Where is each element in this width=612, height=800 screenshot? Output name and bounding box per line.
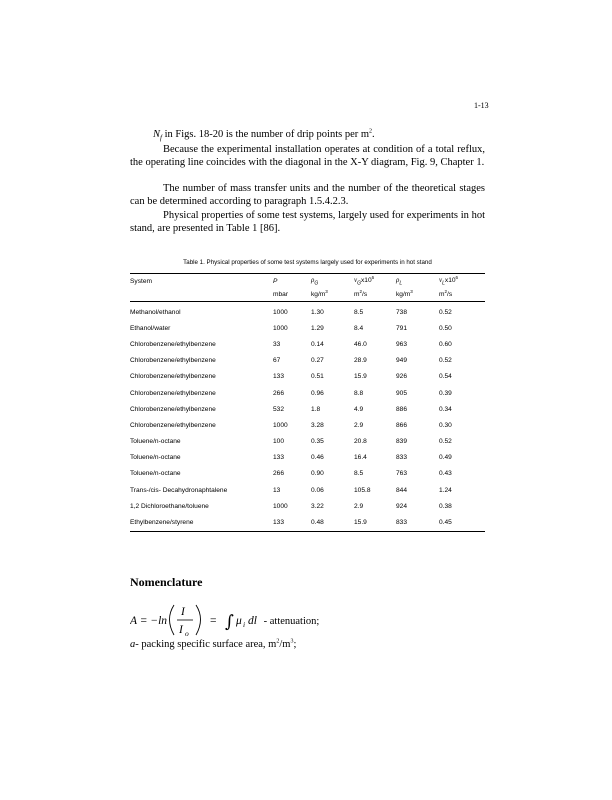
cell-gas-viscosity: 4.9 — [354, 405, 364, 413]
cell-pressure: 266 — [273, 389, 285, 397]
fraction-denominator: I — [179, 624, 183, 636]
cell-liquid-viscosity: 0.50 — [439, 324, 452, 332]
symbol-n-subscript: f — [160, 134, 162, 143]
symbol-n: N — [153, 129, 161, 140]
cell-pressure: 67 — [273, 357, 281, 365]
cell-gas-density: 1.29 — [311, 324, 324, 332]
cell-gas-density: 0.48 — [311, 514, 354, 531]
table-row — [130, 385, 485, 401]
cell-system: 1,2 Dichloroethane/toluene — [130, 502, 209, 510]
unit-exponent-1: 2 — [276, 638, 280, 645]
cell-pressure: 266 — [273, 470, 285, 478]
cell-system: Toluene/n-octane — [130, 454, 181, 462]
cell-gas-viscosity: 105.8 — [354, 486, 371, 494]
header-system: System — [130, 277, 152, 285]
fraction-denominator-subscript: o — [185, 629, 189, 638]
table-row — [130, 498, 485, 514]
cell-gas-density: 1.30 — [311, 308, 324, 316]
definition-text: - packing specific surface area, m — [135, 639, 277, 650]
cell-system: Ethanol/water — [130, 324, 171, 332]
cell-gas-viscosity: 15.9 — [354, 514, 396, 531]
header-liquid-density: $\rho_L$ — [396, 275, 403, 287]
cell-gas-density: 1.8 — [311, 405, 321, 413]
header-gas-density: $\rho_G$ — [311, 275, 319, 287]
table-units-row — [130, 288, 485, 302]
cell-system: Chlorobenzene/ethylbenzene — [130, 340, 216, 348]
table-row — [130, 401, 485, 417]
definition-end: ; — [293, 639, 297, 650]
table-row — [130, 353, 485, 369]
cell-liquid-density: 924 — [396, 502, 408, 510]
table-row — [130, 466, 485, 482]
fraction-numerator: I — [181, 606, 185, 618]
nomenclature-heading: Nomenclature — [130, 575, 203, 589]
units-system — [130, 288, 273, 302]
cell-gas-density: 0.90 — [311, 470, 324, 478]
table-row — [130, 434, 485, 450]
cell-liquid-density: 886 — [396, 405, 408, 413]
cell-gas-viscosity: 46.0 — [354, 340, 367, 348]
cell-pressure: 13 — [273, 486, 281, 494]
cell-liquid-viscosity: 1.24 — [439, 486, 452, 494]
mu-symbol: μ — [236, 615, 242, 627]
cell-pressure: 133 — [273, 373, 285, 381]
table-body — [130, 302, 485, 532]
cell-system: Chlorobenzene/ethylbenzene — [130, 373, 216, 381]
right-paren — [196, 605, 201, 635]
unit-mid: /m — [279, 639, 291, 650]
equals-sign: = — [210, 615, 217, 627]
paragraph-drip-text: in Figs. 18-20 is the number of drip points per m — [161, 129, 370, 140]
cell-liquid-viscosity: 0.43 — [439, 470, 452, 478]
cell-gas-viscosity: 16.4 — [354, 454, 367, 462]
equation-description: - attenuation; — [261, 616, 320, 627]
cell-liquid-density: 833 — [396, 514, 439, 531]
table-caption: Table 1. Physical properties of some test systems largely used for experiments in hot stand — [183, 259, 432, 266]
cell-gas-viscosity: 2.9 — [354, 421, 364, 429]
integral-sign: ∫ — [225, 612, 234, 632]
cell-gas-density: 0.51 — [311, 373, 324, 381]
cell-system: Chlorobenzene/ethylbenzene — [130, 405, 216, 413]
cell-liquid-density: 844 — [396, 486, 408, 494]
cell-liquid-viscosity: 0.45 — [439, 514, 485, 531]
cell-pressure: 33 — [273, 340, 281, 348]
cell-liquid-viscosity: 0.52 — [439, 357, 452, 365]
cell-gas-density: 3.22 — [311, 502, 324, 510]
cell-liquid-density: 763 — [396, 470, 408, 478]
definition-specific-surface — [130, 639, 296, 650]
cell-gas-viscosity: 8.5 — [354, 308, 364, 316]
cell-pressure: 133 — [273, 514, 311, 531]
cell-liquid-density: 839 — [396, 438, 408, 446]
paragraph-physical-properties: Physical properties of some test systems, largely used for experiments in hot stand, are presented in Table 1 [86]. — [130, 210, 485, 234]
unit-exponent: 2 — [369, 128, 373, 135]
cell-liquid-viscosity: 0.38 — [439, 502, 452, 510]
cell-gas-viscosity: 2.9 — [354, 502, 364, 510]
cell-gas-density: 0.06 — [311, 486, 324, 494]
cell-gas-density: 0.46 — [311, 454, 324, 462]
cell-liquid-viscosity: 0.49 — [439, 454, 452, 462]
cell-gas-density: 0.27 — [311, 357, 324, 365]
cell-pressure: 100 — [273, 438, 285, 446]
table-row — [130, 482, 485, 498]
cell-liquid-density: 905 — [396, 389, 408, 397]
cell-liquid-density: 963 — [396, 340, 408, 348]
cell-liquid-viscosity: 0.39 — [439, 389, 452, 397]
cell-gas-density: 0.96 — [311, 389, 324, 397]
cell-liquid-viscosity: 0.60 — [439, 340, 452, 348]
cell-liquid-density: 738 — [396, 308, 408, 316]
units-liquid-density: $kg/m^3$ — [396, 288, 439, 302]
mu-subscript: i — [243, 620, 246, 629]
cell-pressure: 532 — [273, 405, 285, 413]
cell-gas-density: 0.14 — [311, 340, 324, 348]
cell-liquid-viscosity: 0.34 — [439, 405, 452, 413]
units-liquid-viscosity: $m^2/s$ — [439, 288, 485, 302]
cell-system: Chlorobenzene/ethylbenzene — [130, 421, 216, 429]
cell-gas-viscosity: 8.5 — [354, 470, 364, 478]
cell-pressure: 1000 — [273, 324, 288, 332]
paragraph-total-reflux: Because the experimental installation operates at condition of a total reflux, the operating line coincides with the diagonal in the X-Y diagram, Fig. 9, Chapter 1. — [130, 144, 485, 168]
cell-system: Toluene/n-octane — [130, 470, 181, 478]
cell-liquid-viscosity: 0.54 — [439, 373, 452, 381]
units-gas-viscosity: $m^2/s$ — [354, 288, 396, 302]
header-pressure: P — [273, 277, 278, 285]
header-liquid-viscosity: $\nu_Lx10^6$ — [439, 274, 459, 287]
cell-liquid-viscosity: 0.52 — [439, 308, 452, 316]
cell-liquid-density: 866 — [396, 421, 408, 429]
paragraph-drip-end: . — [372, 129, 375, 140]
table-row — [130, 336, 485, 352]
cell-gas-viscosity: 20.8 — [354, 438, 367, 446]
table-row — [130, 369, 485, 385]
units-pressure: mbar — [273, 288, 311, 302]
cell-liquid-density: 791 — [396, 324, 408, 332]
header-gas-viscosity: $\nu_Gx10^6$ — [354, 274, 375, 287]
cell-gas-viscosity: 28.9 — [354, 357, 367, 365]
table-row — [130, 417, 485, 433]
cell-system: Toluene/n-octane — [130, 438, 181, 446]
table-header-row — [130, 274, 485, 289]
physical-properties-table — [130, 273, 485, 532]
equation-lhs: A = −ln — [130, 615, 168, 627]
table-row — [130, 302, 485, 321]
table-row — [130, 514, 485, 531]
symbol-a: a — [130, 639, 136, 650]
cell-gas-density: 0.35 — [311, 438, 324, 446]
cell-pressure: 1000 — [273, 502, 288, 510]
cell-system: Trans-/cis- Decahydronaphtalene — [130, 486, 228, 494]
cell-pressure: 133 — [273, 454, 285, 462]
cell-liquid-density: 926 — [396, 373, 408, 381]
cell-system: Ethylbenzene/styrene — [130, 514, 273, 531]
cell-liquid-viscosity: 0.30 — [439, 421, 452, 429]
cell-liquid-density: 833 — [396, 454, 408, 462]
attenuation-equation — [130, 602, 490, 638]
cell-system: Chlorobenzene/ethylbenzene — [130, 389, 216, 397]
cell-liquid-density: 949 — [396, 357, 408, 365]
unit-exponent-2: 3 — [290, 638, 294, 645]
dl-term: dl — [248, 615, 257, 627]
paragraph-mass-transfer: The number of mass transfer units and the number of the theoretical stages can be determined according to paragraph 1.5.4.2.3. — [130, 183, 485, 207]
cell-liquid-viscosity: 0.52 — [439, 438, 452, 446]
cell-pressure: 1000 — [273, 308, 288, 316]
cell-system: Methanol/ethanol — [130, 308, 181, 316]
cell-gas-viscosity: 8.4 — [354, 324, 364, 332]
table-row — [130, 450, 485, 466]
cell-gas-density: 3.28 — [311, 421, 324, 429]
left-paren — [170, 605, 175, 635]
cell-system: Chlorobenzene/ethylbenzene — [130, 357, 216, 365]
table-row — [130, 320, 485, 336]
cell-gas-viscosity: 8.8 — [354, 389, 364, 397]
page-number: 1-13 — [474, 101, 489, 110]
cell-gas-viscosity: 15.9 — [354, 373, 367, 381]
units-gas-density: $kg/m^3$ — [311, 288, 354, 302]
cell-pressure: 1000 — [273, 421, 288, 429]
